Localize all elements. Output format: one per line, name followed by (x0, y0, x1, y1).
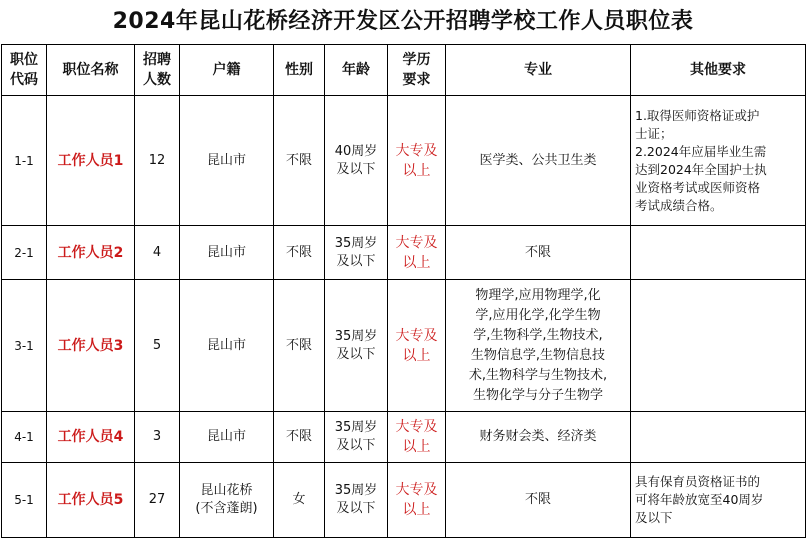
position-name-cell: 工作人员5 (47, 463, 135, 538)
position-name-cell: 工作人员1 (47, 96, 135, 226)
age-cell: 35周岁 及以下 (325, 412, 388, 463)
age-cell: 35周岁 及以下 (325, 226, 388, 280)
hukou-cell: 昆山市 (180, 226, 274, 280)
table-row (2, 96, 806, 226)
position-code-cell: 5-1 (2, 463, 47, 538)
table-row (2, 463, 806, 538)
position-code-cell: 1-1 (2, 96, 47, 226)
major-cell: 财务财会类、经济类 (446, 412, 631, 463)
other-requirements-cell: 1.取得医师资格证或护 士证； 2.2024年应届毕业生需 达到2024年全国护士执 业资格考试或医师资格 考试成绩合格。 (631, 96, 806, 226)
header-other: 其他要求 (631, 45, 806, 96)
hukou-cell: 昆山市 (180, 280, 274, 412)
education-cell: 大专及 以上 (388, 463, 446, 538)
major-cell: 不限 (446, 463, 631, 538)
age-cell: 40周岁 及以下 (325, 96, 388, 226)
table-row (2, 280, 806, 412)
header-hukou: 户籍 (180, 45, 274, 96)
gender-cell: 不限 (274, 280, 325, 412)
other-requirements-cell (631, 412, 806, 463)
gender-cell: 不限 (274, 226, 325, 280)
position-code-cell: 2-1 (2, 226, 47, 280)
hukou-cell: 昆山市 (180, 412, 274, 463)
age-cell: 35周岁 及以下 (325, 463, 388, 538)
major-cell: 医学类、公共卫生类 (446, 96, 631, 226)
header-count: 招聘 人数 (135, 45, 180, 96)
gender-cell: 不限 (274, 412, 325, 463)
position-code-cell: 4-1 (2, 412, 47, 463)
hiring-count-cell: 27 (135, 463, 180, 538)
hiring-count-cell: 3 (135, 412, 180, 463)
table-row (2, 412, 806, 463)
hukou-cell: 昆山花桥 (不含蓬朗) (180, 463, 274, 538)
header-code: 职位 代码 (2, 45, 47, 96)
header-gender: 性别 (274, 45, 325, 96)
other-requirements-cell (631, 280, 806, 412)
header-row (2, 45, 806, 96)
header-name: 职位名称 (47, 45, 135, 96)
major-cell: 物理学,应用物理学,化 学,应用化学,化学生物 学,生物科学,生物技术, 生物信息学,生物信息技 术,生物科学与生物技术, 生物化学与分子生物学 (446, 280, 631, 412)
position-code-cell: 3-1 (2, 280, 47, 412)
gender-cell: 女 (274, 463, 325, 538)
education-cell: 大专及 以上 (388, 226, 446, 280)
education-cell: 大专及 以上 (388, 412, 446, 463)
table-row (2, 226, 806, 280)
hukou-cell: 昆山市 (180, 96, 274, 226)
position-table (1, 44, 806, 538)
position-name-cell: 工作人员2 (47, 226, 135, 280)
age-cell: 35周岁 及以下 (325, 280, 388, 412)
hiring-count-cell: 4 (135, 226, 180, 280)
header-education: 学历 要求 (388, 45, 446, 96)
hiring-count-cell: 5 (135, 280, 180, 412)
gender-cell: 不限 (274, 96, 325, 226)
other-requirements-cell: 具有保育员资格证书的 可将年龄放宽至40周岁 及以下 (631, 463, 806, 538)
other-requirements-cell (631, 226, 806, 280)
header-age: 年龄 (325, 45, 388, 96)
header-major: 专业 (446, 45, 631, 96)
page-title: 2024年昆山花桥经济开发区公开招聘学校工作人员职位表 (112, 9, 694, 34)
position-name-cell: 工作人员4 (47, 412, 135, 463)
hiring-count-cell: 12 (135, 96, 180, 226)
education-cell: 大专及 以上 (388, 96, 446, 226)
major-cell: 不限 (446, 226, 631, 280)
education-cell: 大专及 以上 (388, 280, 446, 412)
position-name-cell: 工作人员3 (47, 280, 135, 412)
